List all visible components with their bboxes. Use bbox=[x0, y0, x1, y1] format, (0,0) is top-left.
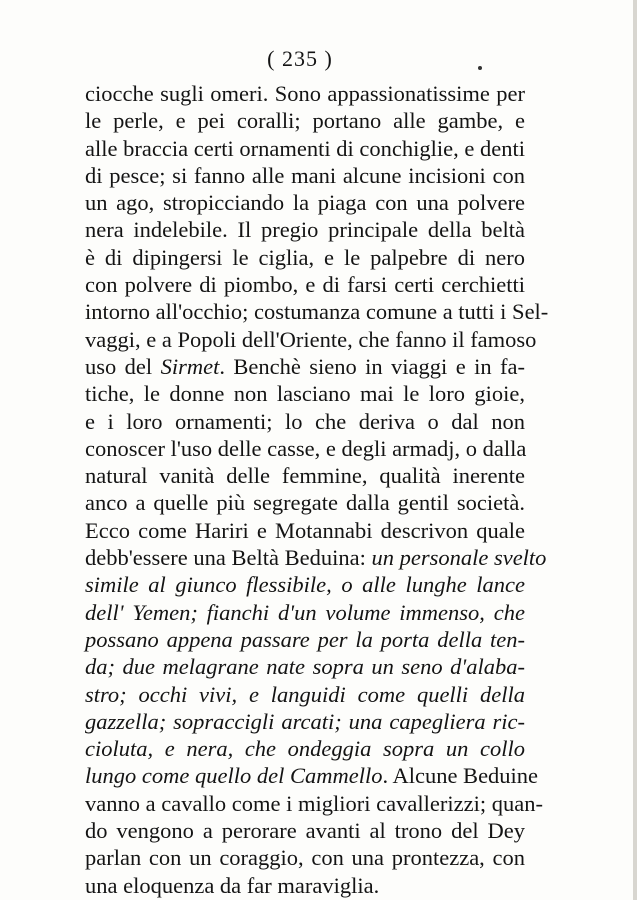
text-line: un ago, stropicciando la piaga con una polvere bbox=[85, 190, 525, 216]
text-line: e i loro ornamenti; lo che deriva o dal non bbox=[85, 408, 525, 434]
text-line: parlan con un coraggio, con una prontezza, con bbox=[85, 845, 525, 871]
text-line: è di dipingersi le ciglia, e le palpebre di nero bbox=[85, 244, 525, 270]
italic-quote: un personale svelto bbox=[371, 545, 547, 571]
text-line: lungo come quello del Cammello. Alcune Beduine bbox=[85, 763, 539, 789]
text-line: vaggi, e a Popoli dell'Oriente, che fanno il famoso bbox=[85, 326, 537, 352]
italic-term: Sirmet bbox=[160, 353, 220, 379]
text-line: di pesce; si fanno alle mani alcune incisioni con bbox=[85, 162, 525, 188]
text-line: intorno all'occhio; costumanza comune a tutti i Sel- bbox=[85, 299, 549, 325]
text-line: gazzella; sopraccigli arcati; una capegliera ric- bbox=[85, 708, 525, 734]
text-line: dell' Yemen; fianchi d'un volume immenso, che bbox=[85, 599, 525, 625]
text-line: possano appena passare per la porta della ten- bbox=[85, 626, 525, 652]
text-line: cioluta, e nera, che ondeggia sopra un collo bbox=[85, 736, 525, 762]
italic-quote: lungo come quello del Cammello bbox=[85, 763, 383, 789]
ink-speck bbox=[478, 66, 482, 70]
text-line: uso del Sirmet. Benchè sieno in viaggi e in fa- bbox=[85, 353, 525, 379]
text-line: do vengono a perorare avanti al trono del Dey bbox=[85, 818, 525, 844]
text-line: alle braccia certi ornamenti di conchiglie, e denti bbox=[85, 135, 525, 161]
text-line: nera indelebile. Il pregio principale della beltà bbox=[85, 217, 525, 243]
page-number: ( 235 ) bbox=[267, 46, 333, 71]
text-line: stro; occhi vivi, e languidi come quelli della bbox=[85, 681, 525, 707]
text-line: tiche, le donne non lasciano mai le loro gioie, bbox=[85, 381, 525, 407]
text-line: da; due melagrane nate sopra un seno d'alaba- bbox=[85, 654, 525, 680]
page-edge bbox=[633, 0, 637, 900]
text-line: conoscer l'uso delle casse, e degli armadj, o dalla bbox=[85, 435, 527, 461]
text-line: una eloquenza da far maraviglia. bbox=[85, 872, 380, 898]
text-line: ciocche sugli omeri. Sono appassionatissime per bbox=[85, 81, 525, 106]
text-line: simile al giunco flessibile, o alle lunghe lance bbox=[85, 572, 525, 598]
text-line: natural vanità delle femmine, qualità inerente bbox=[85, 463, 525, 489]
text-line: debb'essere una Beltà Beduina: un personale svelto bbox=[85, 545, 547, 571]
text-line: Ecco come Hariri e Motannabi descrivon quale bbox=[85, 517, 525, 543]
text-line: anco a quelle più segregate dalla gentil società. bbox=[85, 490, 525, 516]
body-text bbox=[85, 80, 549, 899]
text-line: le perle, e pei coralli; portano alle gambe, e bbox=[85, 108, 525, 134]
text-line: con polvere di piombo, e di farsi certi cerchietti bbox=[85, 272, 525, 298]
text-line: vanno a cavallo come i migliori cavallerizzi; quan- bbox=[85, 790, 543, 816]
